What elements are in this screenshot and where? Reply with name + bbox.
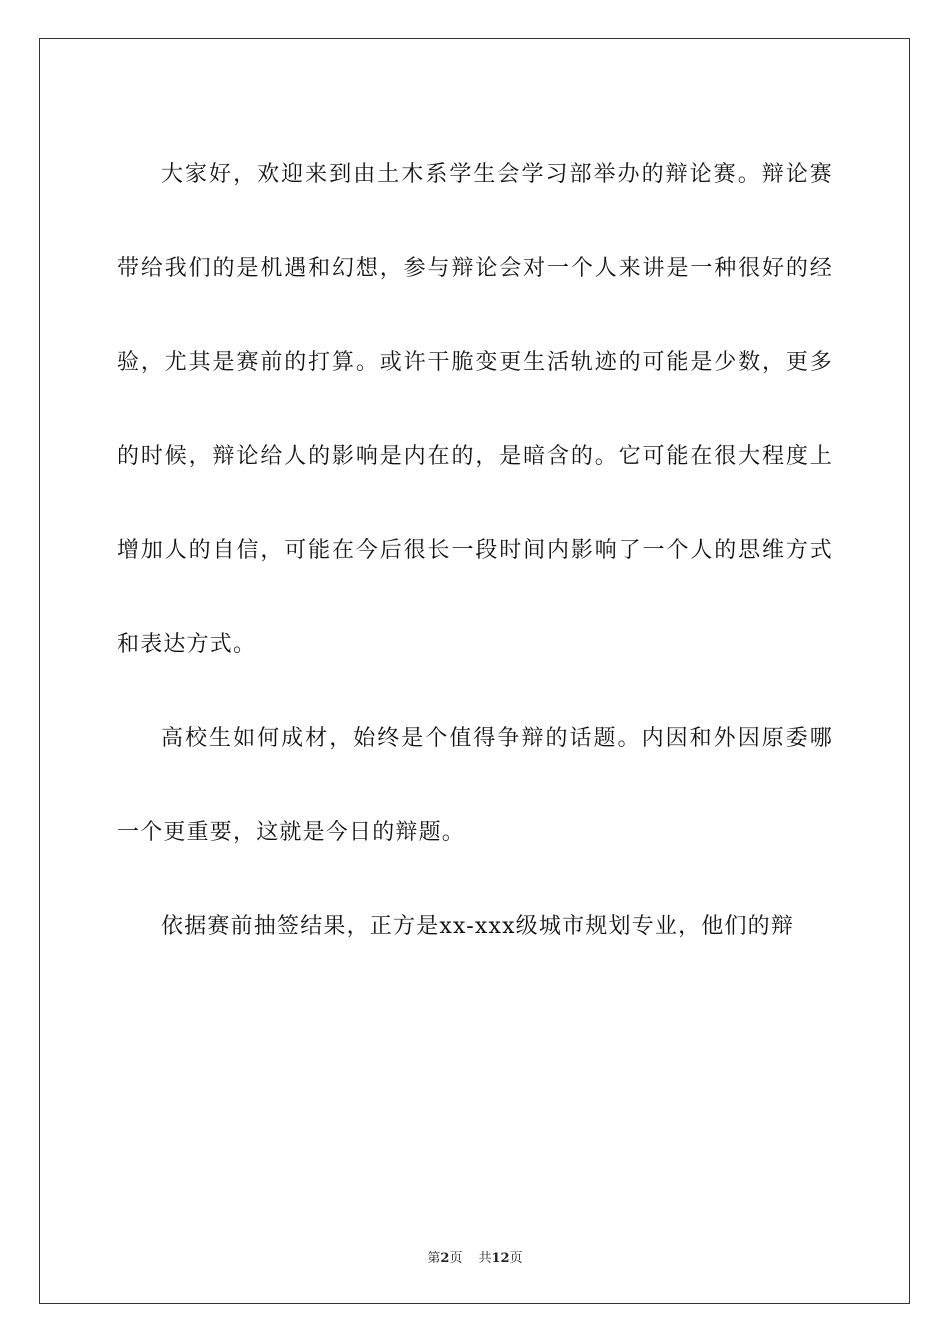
page-number: 第2页 (427, 1251, 463, 1266)
page-total: 共12页 (478, 1251, 523, 1266)
page-footer (0, 1247, 950, 1266)
paragraph-topic: 高校生如何成材，始终是个值得争辩的话题。内因和外因原委哪一个更重要，这就是今日的辩题。 (117, 726, 833, 845)
paragraph-opening: 大家好，欢迎来到由土木系学生会学习部举办的辩论赛。辩论赛带给我们的是机遇和幻想，参与辩论会对一个人来讲是一种很好的经验，尤其是赛前的打算。或许干脆变更生活轨迹的可能是少数，更多的时候，辩论给人的影响是内在的，是暗含的。它可能在很大程度上增加人的自信，可能在今后很长一段时间内影响了一个人的思维方式和表达方式。 (117, 162, 833, 657)
document-body (117, 128, 833, 974)
paragraph-draw-result: 依据赛前抽签结果，正方是xx-xxx级城市规划专业，他们的辩 (161, 914, 795, 939)
